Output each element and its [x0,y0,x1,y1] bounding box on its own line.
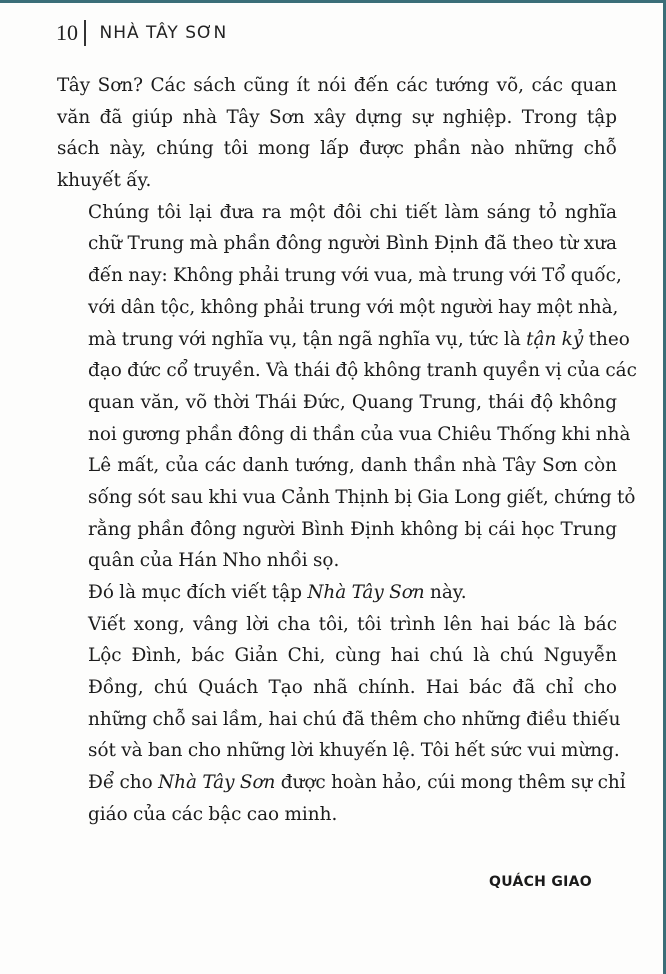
italic-title: Nhà Tây Sơn [158,772,276,794]
text-line: với dân tộc, không phải trung với một người hay một nhà, [88,296,619,318]
italic-title: tận kỷ [526,328,584,350]
text-line: giáo của các bậc cao minh. [88,803,338,825]
text-line [57,324,630,356]
text-line: chữ Trung mà phần đông người Bình Định đã theo từ xưa [88,233,617,255]
text-line: đến nay: Không phải trung với vua, mà trung với Tổ quốc, [88,265,622,287]
text-line: văn đã giúp nhà Tây Sơn xây dựng sự nghiệp. Trong tập [57,106,617,128]
text-segment: này. [424,582,467,603]
book-title: NHÀ TÂY SƠN [99,23,228,43]
text-segment: Để cho [88,772,159,794]
text-line: Đồng, chú Quách Tạo nhã chính. Hai bác đã chỉ cho [88,677,617,699]
text-line: sách này, chúng tôi mong lấp được phần nào những chỗ [57,138,617,160]
running-head [56,18,227,48]
paragraph-3 [57,577,617,609]
text-line: Viết xong, vâng lời cha tôi, tôi trình lên hai bác là bác [88,613,617,635]
text-line: những chỗ sai lầm, hai chú đã thêm cho những điều thiếu [88,708,621,730]
body-text [57,70,637,831]
text-line [57,577,617,609]
text-line: quân của Hán Nho nhồi sọ. [88,550,340,572]
text-line: sót và ban cho những lời khuyến lệ. Tôi hết sức vui mừng. [88,740,620,762]
text-line: rằng phần đông người Bình Định không bị cái học Trung [88,518,617,540]
text-line: khuyết ấy. [57,170,152,192]
header-divider [84,20,86,46]
text-line: Lộc Đình, bác Giản Chi, cùng hai chú là chú Nguyễn [88,645,617,667]
text-line: đạo đức cổ truyền. Và thái độ không tranh quyền vị của các [88,360,637,382]
paragraph-1 [57,70,617,197]
text-line: noi gương phần đông di thần của vua Chiêu Thống khi nhà [88,423,631,445]
text-line: Tây Sơn? Các sách cũng ít nói đến các tướng võ, các quan [57,75,617,96]
text-segment: được hoàn hảo, cúi mong thêm sự chỉ [275,772,626,794]
text-line: quan văn, võ thời Thái Đức, Quang Trung, thái độ không [88,391,617,413]
text-segment: mà trung với nghĩa vụ, tận ngã nghĩa vụ, tức là [88,328,527,350]
text-segment: Đó là mục đích viết tập [88,582,308,603]
text-segment: theo [583,328,630,350]
page-number: 10 [56,20,78,45]
text-line: sống sót sau khi vua Cảnh Thịnh bị Gia Long giết, chứng tỏ [88,486,636,508]
paragraph-4 [57,609,626,831]
italic-title: Nhà Tây Sơn [307,582,425,603]
paragraph-2 [57,197,637,577]
text-line: Lê mất, của các danh tướng, danh thần nhà Tây Sơn còn [88,455,617,477]
author-signature: QUÁCH GIAO [489,874,592,890]
page-border-top [0,0,666,3]
text-line: Chúng tôi lại đưa ra một đôi chi tiết làm sáng tỏ nghĩa [88,201,617,223]
text-line [57,767,626,799]
